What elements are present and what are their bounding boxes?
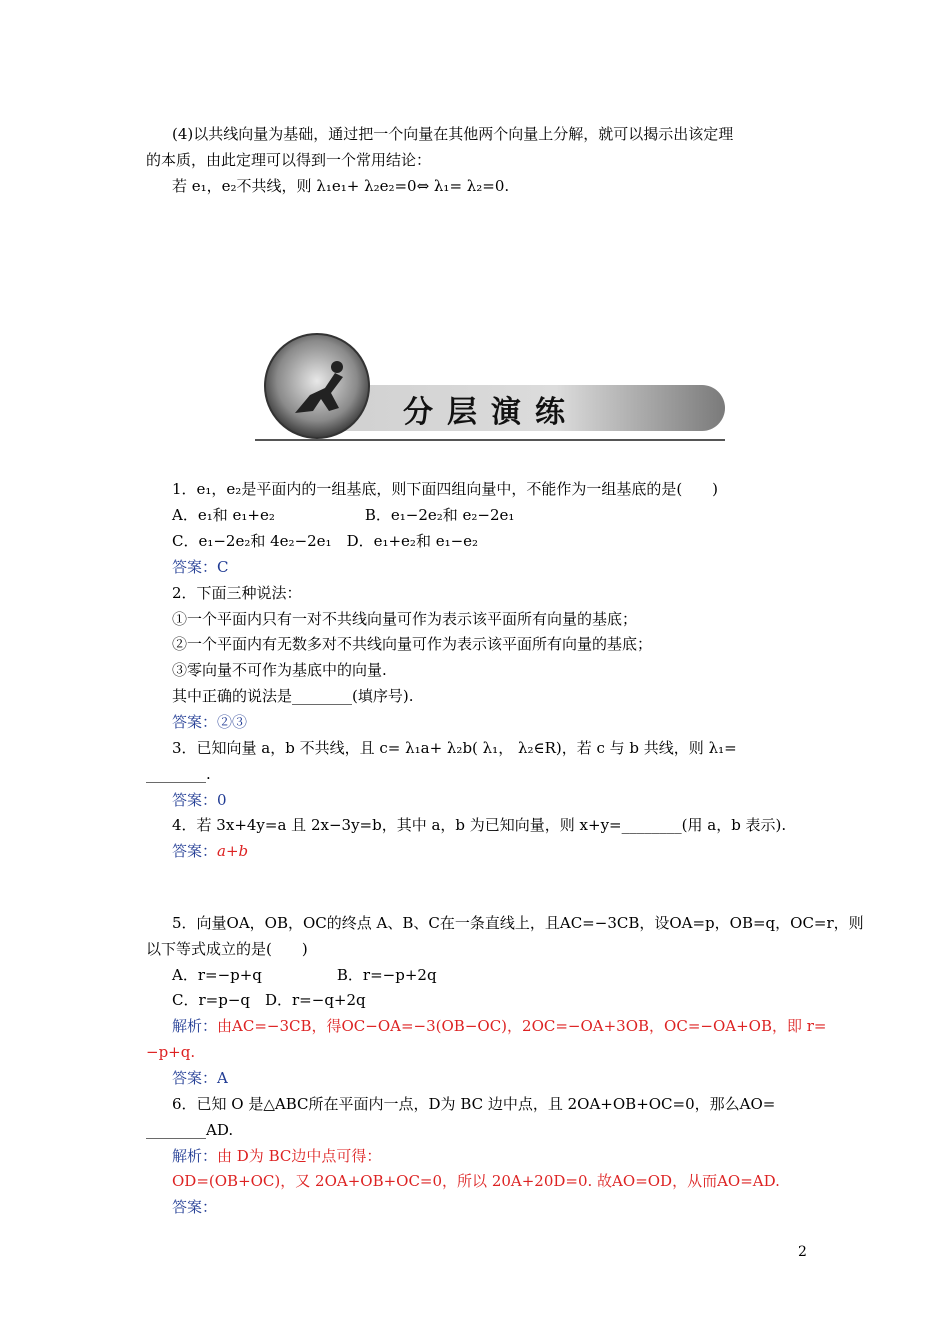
q1-answer: 答案：C: [172, 558, 229, 576]
q1-option-cd: C．e₁−2e₂和 4e₂−2e₁ D．e₁+e₂和 e₁−e₂: [172, 532, 479, 550]
q5-option-cd: C．r=p−q D．r=−q+2q: [172, 991, 366, 1009]
q4-answer: [172, 841, 248, 861]
q6-explanation-1: [172, 1146, 381, 1166]
q5-explanation-1: [172, 1016, 826, 1036]
q6-stem-1: 6．已知 O 是△ABC所在平面内一点，D为 BC 边中点，且 2OA+OB+OC=0，那么AO=: [172, 1095, 776, 1113]
page-number: 2: [798, 1244, 807, 1260]
q1-stem: 1．e₁，e₂是平面内的一组基底，则下面四组向量中，不能作为一组基底的是( ): [172, 480, 719, 498]
q3-blank: ________.: [146, 765, 211, 783]
q5-explanation-2: −p+q.: [146, 1043, 196, 1061]
q6-answer: 答案：: [172, 1198, 218, 1216]
q3-stem: 3．已知向量 a，b 不共线，且 c= λ₁a+ λ₂b( λ₁， λ₂∈R)，若 c 与 b 共线，则 λ₁=: [172, 739, 737, 757]
q2-answer: 答案：②③: [172, 713, 248, 731]
q2-ask: 其中正确的说法是________(填序号).: [172, 687, 414, 705]
intro-line-2: 的本质，由此定理可以得到一个常用结论：: [146, 151, 432, 169]
q1-option-ab: A．e₁和 e₁+e₂ B．e₁−2e₂和 e₂−2e₁: [172, 506, 515, 524]
q6-explanation-label: 解析：: [172, 1147, 218, 1165]
q5-option-ab: A．r=−p+q B．r=−p+2q: [172, 966, 437, 984]
q5-stem-1: 5．向量OA，OB，OC的终点 A、B、C在一条直线上，且AC=−3CB，设OA=p，OB=q，OC=r，则: [172, 914, 864, 932]
banner-title: 分层演练: [403, 395, 579, 430]
q2-statement-1: ①一个平面内只有一对不共线向量可作为表示该平面所有向量的基底；: [172, 610, 638, 628]
section-banner: [255, 333, 725, 445]
q5-answer: 答案：A: [172, 1069, 228, 1087]
intro-line-3: 若 e₁，e₂不共线，则 λ₁e₁+ λ₂e₂=0⇔ λ₁= λ₂=0.: [172, 177, 510, 195]
q5-explanation-text: 由AC=−3CB，得OC−OA=−3(OB−OC)，2OC=−OA+3OB，OC=−OA+OB，即 r=: [217, 1017, 827, 1035]
q2-statement-3: ③零向量不可作为基底中的向量.: [172, 661, 387, 679]
q5-stem-2: 以下等式成立的是( ): [146, 940, 308, 958]
q3-answer: 答案：0: [172, 791, 227, 809]
q2-statement-2: ②一个平面内有无数多对不共线向量可作为表示该平面所有向量的基底；: [172, 635, 653, 653]
intro-line-1: (4)以共线向量为基础，通过把一个向量在其他两个向量上分解，就可以揭示出该定理: [172, 125, 734, 143]
q5-explanation-label: 解析：: [172, 1017, 218, 1035]
q4-answer-label: 答案：: [172, 842, 218, 860]
q2-stem: 2．下面三种说法：: [172, 584, 302, 602]
q4-answer-value: a+b: [217, 842, 249, 860]
q4-stem: 4．若 3x+4y=a 且 2x−3y=b，其中 a，b 为已知向量，则 x+y=________(用 a，b 表示).: [172, 816, 787, 834]
q6-explanation-2: OD=(OB+OC)，又 2OA+OB+OC=0，所以 20A+20D=0. 故AO=OD，从而AO=AD.: [172, 1172, 780, 1190]
q6-stem-2: ________AD.: [146, 1121, 234, 1139]
q6-explanation-text: 由 D为 BC边中点可得：: [217, 1147, 382, 1165]
